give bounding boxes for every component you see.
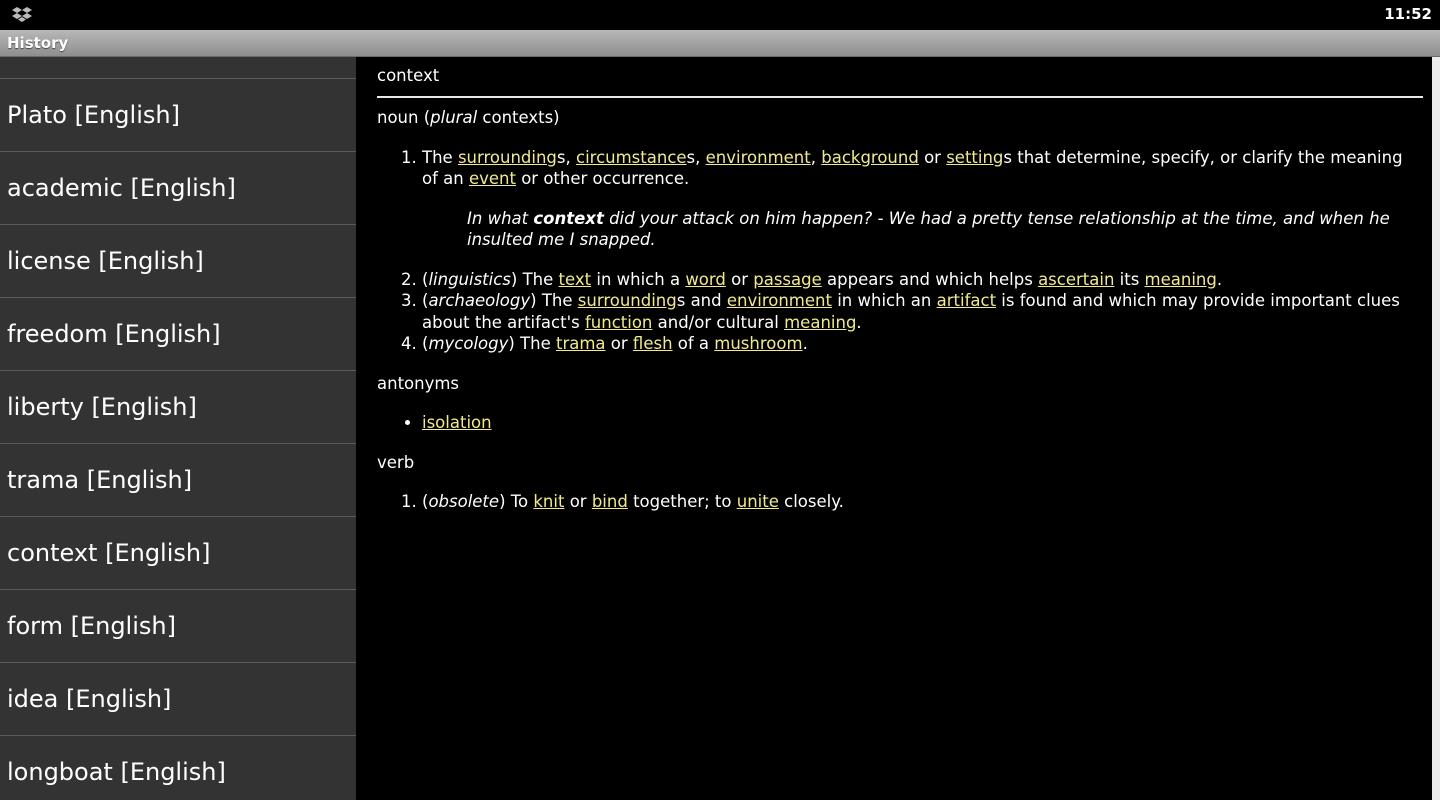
link-passage[interactable]: passage [753, 269, 822, 289]
def-text: or [605, 334, 633, 353]
usage-example [467, 208, 1417, 251]
history-list[interactable] [0, 57, 356, 800]
def-text: . [856, 312, 862, 332]
def-text: ( [422, 291, 429, 310]
noun-definitions [377, 147, 1417, 355]
link-text[interactable]: text [558, 269, 592, 289]
verb-header: verb [377, 452, 415, 472]
link-ascertain[interactable]: ascertain [1038, 269, 1115, 289]
def-text: ) The [530, 291, 578, 310]
def-text: ( [422, 334, 429, 353]
link-environment[interactable]: environment [726, 291, 832, 310]
def-text: ) The [510, 269, 559, 289]
plural-label: plural [430, 108, 478, 127]
link-mushroom[interactable]: mushroom [714, 334, 803, 353]
link-environment[interactable]: environment [705, 147, 811, 167]
example-text: In what [467, 208, 534, 228]
definition-item [422, 269, 1417, 291]
status-bar [0, 0, 1440, 30]
dropbox-icon [12, 6, 32, 24]
def-text: in which a [591, 269, 686, 289]
def-text: or [725, 269, 754, 289]
link-knit[interactable]: knit [533, 492, 565, 511]
list-item-partial [0, 57, 356, 79]
link-unite[interactable]: unite [736, 492, 779, 511]
def-text: and/or cultural [652, 312, 785, 332]
def-text: The [422, 147, 458, 167]
def-text: s, [556, 147, 576, 167]
link-circumstance[interactable]: circumstance [576, 147, 687, 167]
link-event[interactable]: event [468, 169, 516, 188]
example-text: did your attack on him happen? - We had a pretty tense relationship at the time, and when he insulted me I snapped. [467, 208, 1390, 249]
link-function[interactable]: function [584, 312, 653, 332]
domain-label: obsolete [428, 492, 500, 511]
definition-item [422, 147, 1417, 251]
def-text: , [810, 147, 822, 167]
antonym-list [377, 412, 1417, 434]
definition-item [422, 491, 1417, 513]
antonyms-header: antonyms [377, 373, 460, 393]
history-item[interactable]: license [English] [0, 225, 356, 298]
def-text: or [918, 147, 947, 167]
def-text: . [1216, 269, 1223, 289]
def-text: ( [422, 492, 429, 511]
def-text: s and [676, 291, 727, 310]
page-title: History [7, 34, 69, 52]
title-bar [0, 30, 1440, 57]
link-surrounding[interactable]: surrounding [457, 147, 557, 167]
definition-panel[interactable] [357, 57, 1432, 800]
history-item[interactable]: longboat [English] [0, 736, 356, 800]
link-trama[interactable]: trama [555, 334, 606, 353]
link-isolation[interactable]: isolation [422, 413, 492, 432]
example-keyword: context [533, 208, 604, 228]
pos-label: noun [377, 108, 419, 127]
antonym-item [422, 412, 1417, 434]
def-text: appears and which helps [821, 269, 1039, 289]
link-setting[interactable]: setting [946, 147, 1004, 167]
link-bind[interactable]: bind [591, 492, 628, 511]
domain-label: mycology [428, 334, 509, 353]
history-item[interactable]: liberty [English] [0, 371, 356, 444]
link-meaning[interactable]: meaning [784, 312, 857, 332]
definition-item [422, 290, 1417, 333]
link-meaning[interactable]: meaning [1144, 269, 1217, 289]
def-text: in which an [831, 291, 937, 310]
history-item[interactable]: academic [English] [0, 152, 356, 225]
definition-item [422, 333, 1417, 355]
def-text: closely. [778, 492, 844, 511]
noun-header [377, 107, 1417, 129]
domain-label: archaeology [428, 291, 531, 310]
def-text: or other occurrence. [515, 169, 690, 188]
link-artifact[interactable]: artifact [936, 291, 997, 310]
history-item[interactable]: Plato [English] [0, 79, 356, 152]
history-item[interactable]: form [English] [0, 590, 356, 663]
plural-open: ( [418, 108, 431, 127]
link-word[interactable]: word [685, 269, 726, 289]
entry-headword: context [377, 66, 440, 85]
def-text: s that determine, specify, or clarify the meaning of an [422, 147, 1403, 188]
clock: 11:52 [1384, 5, 1432, 23]
def-text: . [802, 334, 808, 353]
domain-label: linguistics [428, 269, 511, 289]
def-text: its [1114, 269, 1145, 289]
entry-content [377, 107, 1417, 531]
link-surrounding[interactable]: surrounding [577, 291, 677, 310]
def-text: ) The [508, 334, 556, 353]
link-background[interactable]: background [821, 147, 919, 167]
def-text: is found and which may provide important clues about the artifact's [422, 291, 1400, 332]
link-flesh[interactable]: flesh [632, 334, 673, 353]
scrollbar[interactable] [1432, 57, 1440, 800]
history-item[interactable]: freedom [English] [0, 298, 356, 371]
def-text: or [564, 492, 592, 511]
history-item[interactable]: trama [English] [0, 444, 356, 517]
verb-definitions [377, 491, 1417, 513]
def-text: ) To [499, 492, 534, 511]
divider [377, 96, 1423, 98]
history-item[interactable]: context [English] [0, 517, 356, 590]
def-text: together; to [627, 492, 737, 511]
def-text: ( [422, 269, 429, 289]
def-text: of a [672, 334, 715, 353]
history-item[interactable]: idea [English] [0, 663, 356, 736]
def-text: s, [686, 147, 706, 167]
plural-form: contexts) [477, 108, 560, 127]
